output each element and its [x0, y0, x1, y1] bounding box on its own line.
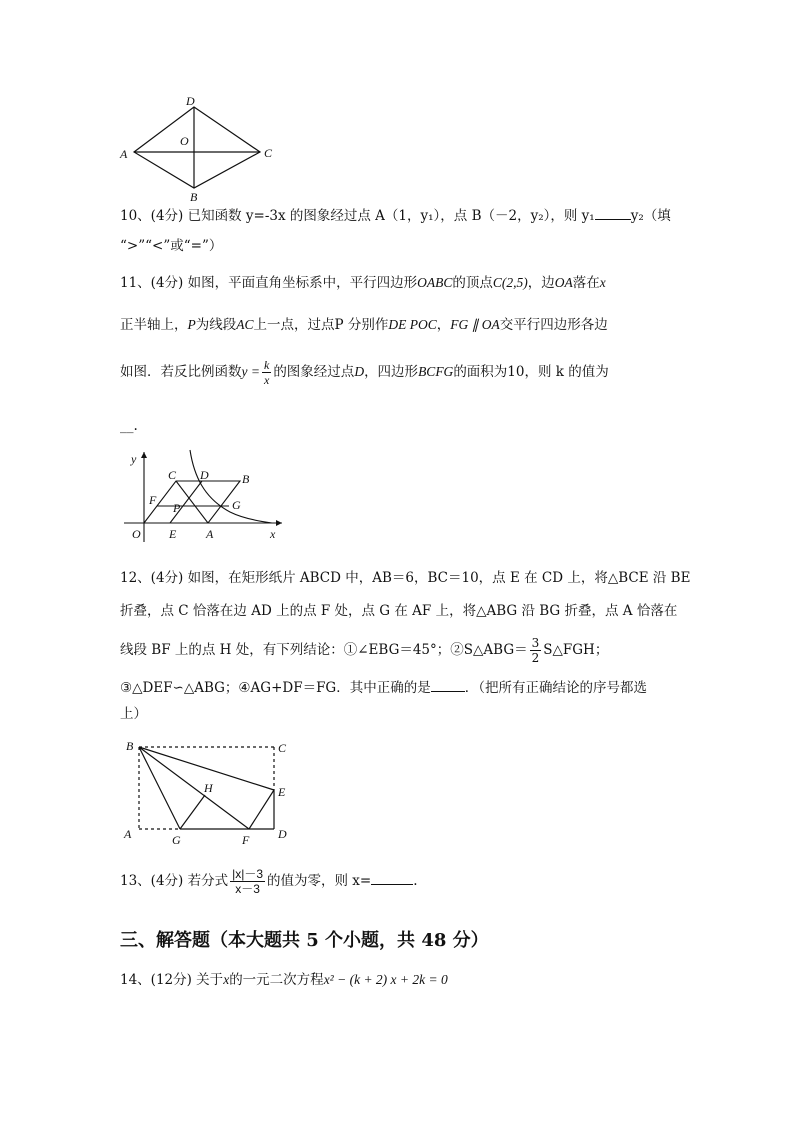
q12-text-5: 上） [120, 706, 147, 722]
label-c: C [168, 468, 177, 482]
label-a: A [206, 527, 214, 541]
q11-de-poc: DE POC [388, 317, 437, 332]
q11-fraction [262, 358, 271, 387]
q12-text-3a: 线段 BF 上的点 H 处，有下列结论：①∠EBG＝45°；②S△ABG＝ [120, 642, 528, 658]
figure-rectangle [112, 732, 302, 852]
question-12-line-4 [120, 677, 647, 698]
question-12-line-3 [120, 636, 608, 665]
q11-text-2a: 正半轴上， [120, 317, 188, 333]
q11-text-3d: 的面积为10，则 k 的值为 [453, 364, 609, 380]
q11-p: P [187, 317, 196, 332]
q11-frac-den: x [263, 373, 270, 387]
q11-oa: OA [554, 275, 573, 290]
label-d: D [200, 468, 209, 482]
q10-text: 10、(4分) 已知函数 y=-3x 的图象经过点 A（1，y₁），点 B（－2，y₂），则 y₁ [120, 208, 595, 224]
q11-bcfg: BCFG [418, 364, 454, 379]
segment-bf [139, 747, 249, 829]
q11-text-3c: ，四边形 [364, 364, 419, 380]
q11-y-eq: y = [241, 364, 260, 379]
q12-answer-blank[interactable] [431, 677, 465, 692]
label-g: G [172, 833, 181, 847]
q11-d: D [354, 364, 365, 379]
q14-prefix: 14、(12分) 关于 [120, 972, 224, 988]
q13-end: . [413, 873, 418, 889]
q13-prefix: 13、(4分) 若分式 [120, 873, 229, 889]
label-c: C [278, 741, 287, 755]
label-b: B [190, 190, 198, 204]
q13-fraction [230, 867, 265, 896]
q11-text-1d: 落在 [572, 275, 600, 291]
q11-text-2e: 交平行四边形各边 [499, 317, 608, 333]
label-h: H [204, 781, 213, 795]
q11-answer-blank[interactable]: __. [120, 418, 138, 434]
q14-mid: 的一元二次方程 [229, 972, 324, 988]
figure-coordinate [112, 446, 292, 546]
q13-answer-blank[interactable] [371, 870, 413, 885]
x-axis-arrow [276, 520, 282, 526]
q12-text-3b: S△FGH； [543, 642, 609, 658]
q11-point-c: C(2,5) [492, 275, 528, 290]
question-11-line-4 [120, 416, 138, 436]
label-o: O [132, 527, 141, 541]
label-e: E [169, 527, 177, 541]
q11-frac-num: k [263, 358, 270, 372]
label-d: D [186, 94, 195, 108]
q11-text-2c: 上一点，过点P 分别作 [253, 317, 389, 333]
label-a: A [124, 827, 132, 841]
q12-text-1: 12、(4分) 如图，在矩形纸片 ABCD 中，AB＝6，BC＝10，点 E 在 CD 上，将△BCE 沿 BE [120, 570, 691, 586]
q12-fraction [530, 636, 542, 665]
label-p: P [173, 501, 181, 515]
q14-x: x [223, 972, 230, 987]
segment-gh [180, 795, 205, 829]
q11-text-1b: 的顶点 [452, 275, 493, 291]
segment-fe [249, 790, 274, 829]
question-10-line-1 [120, 205, 671, 226]
label-y: y [131, 452, 137, 466]
question-12-line-1 [120, 568, 690, 588]
label-c: C [264, 146, 273, 160]
q12-frac-den: 2 [531, 651, 540, 665]
label-x: x [270, 527, 276, 541]
q12-text-4a: ③△DEF∽△ABG；④AG+DF＝FG．其中正确的是 [120, 680, 431, 696]
question-11-line-2 [120, 315, 608, 335]
question-10-line-2 [120, 236, 222, 256]
q14-equation: x² − (k + 2) x + 2k = 0 [323, 972, 448, 987]
figure-rhombus [112, 92, 282, 204]
q11-text-2b: 为线段 [195, 317, 237, 333]
q11-text-1a: 11、(4分) 如图，平面直角坐标系中，平行四边形 [120, 275, 418, 291]
q11-text-3a: 如图．若反比例函数 [120, 364, 242, 380]
q11-fg-oa: FG ∥ OA [450, 317, 500, 332]
question-12-line-5 [120, 704, 147, 724]
label-a: A [120, 147, 128, 161]
q12-frac-num: 3 [531, 636, 540, 650]
q11-text-2d: ， [436, 317, 451, 333]
label-e: E [278, 785, 286, 799]
question-13 [120, 867, 418, 896]
q13-frac-num: |x|－3 [232, 867, 264, 881]
section-3-title: 三、解答题（本大题共 5 个小题，共 48 分） [120, 930, 489, 951]
q12-text-2: 折叠，点 C 恰落在边 AD 上的点 F 处，点 G 在 AF 上，将△ABG 沿 BG 折叠，点 A 恰落在 [120, 603, 678, 619]
hyperbola [190, 450, 272, 523]
segment-bg [139, 747, 180, 829]
question-12-line-2 [120, 601, 677, 621]
q11-ac: AC [236, 317, 254, 332]
rhombus-outline [134, 107, 260, 188]
label-d: D [278, 827, 287, 841]
q11-text-1c: ，边 [527, 275, 555, 291]
label-o: O [180, 134, 189, 148]
label-b: B [242, 472, 250, 486]
question-14 [120, 970, 448, 990]
q11-x: x [599, 275, 606, 290]
question-11-line-1 [120, 273, 606, 293]
q13-suffix: 的值为零，则 x= [267, 873, 372, 889]
label-b: B [126, 739, 134, 753]
q11-text-3b: 的图象经过点 [273, 364, 355, 380]
q10-options: “>”“<”或“=”） [120, 238, 223, 254]
q10-answer-blank[interactable] [595, 205, 631, 220]
q13-frac-den: x－3 [235, 882, 260, 896]
question-11-line-3 [120, 358, 609, 387]
label-f: F [149, 493, 157, 507]
y-axis-arrow [141, 452, 147, 458]
label-g: G [232, 498, 241, 512]
label-f: F [242, 833, 250, 847]
q12-text-4b: ．（把所有正确结论的序号都选 [464, 680, 647, 696]
q11-oabc: OABC [417, 275, 453, 290]
q10-tail: y₂（填 [630, 208, 671, 224]
